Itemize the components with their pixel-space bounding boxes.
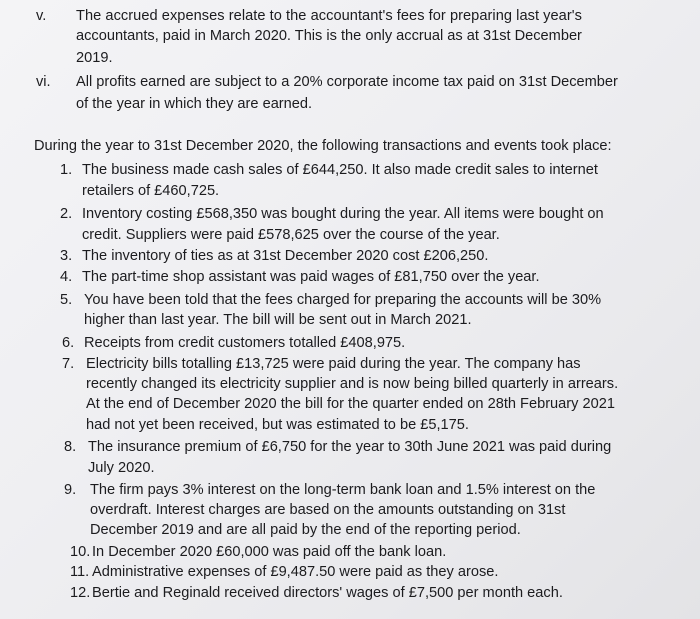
item-8-line-2: July 2020.: [88, 460, 155, 476]
item-9-line-2: overdraft. Interest charges are based on the amounts outstanding on 31st: [90, 502, 566, 518]
item-11-line-1: Administrative expenses of £9,487.50 were paid as they arose.: [92, 564, 499, 580]
item-9-line-3: December 2019 and are all paid by the end of the reporting period.: [90, 522, 521, 538]
item-number: 8.: [64, 439, 77, 455]
note-v-line-1: The accrued expenses relate to the accountant's fees for preparing last year's: [76, 8, 582, 24]
item-number: 10.: [70, 544, 91, 560]
item-10-line-1: In December 2020 £60,000 was paid off the bank loan.: [92, 544, 447, 560]
item-number: 4.: [60, 269, 73, 285]
item-7-line-1: Electricity bills totalling £13,725 were paid during the year. The company has: [86, 356, 581, 372]
item-number: 11.: [70, 564, 90, 580]
item-2-line-1: Inventory costing £568,350 was bought during the year. All items were bought on: [82, 206, 604, 222]
item-number: 2.: [60, 206, 73, 222]
item-7-line-3: At the end of December 2020 the bill for the quarter ended on 28th February 2021: [86, 396, 615, 412]
item-number: 6.: [62, 335, 75, 351]
item-3-line-1: The inventory of ties as at 31st December 2020 cost £206,250.: [82, 248, 489, 264]
item-9-line-1: The firm pays 3% interest on the long-term bank loan and 1.5% interest on the: [90, 482, 596, 498]
note-v-line-3: 2019.: [76, 50, 113, 66]
item-8-line-1: The insurance premium of £6,750 for the year to 30th June 2021 was paid during: [88, 439, 612, 455]
item-number: 3.: [60, 248, 73, 264]
item-2-line-2: credit. Suppliers were paid £578,625 over the course of the year.: [82, 227, 500, 243]
note-v-line-2: accountants, paid in March 2020. This is the only accrual as at 31st December: [76, 28, 582, 44]
note-vi-line-1: All profits earned are subject to a 20% corporate income tax paid on 31st December: [76, 74, 618, 90]
note-vi-line-2: of the year in which they are earned.: [76, 96, 313, 112]
item-1-line-1: The business made cash sales of £644,250. It also made credit sales to internet: [82, 162, 598, 178]
item-number: 7.: [62, 356, 75, 372]
intro-text: During the year to 31st December 2020, the following transactions and events took place:: [34, 138, 612, 154]
item-5-line-1: You have been told that the fees charged for preparing the accounts will be 30%: [84, 292, 602, 308]
item-7-line-2: recently changed its electricity supplier and is now being billed quarterly in arrears.: [86, 376, 619, 392]
item-7-line-4: had not yet been received, but was estimated to be £5,175.: [86, 417, 469, 433]
item-number: 12.: [70, 585, 91, 601]
note-marker-v: v.: [36, 8, 47, 24]
item-number: 5.: [60, 292, 73, 308]
item-6-line-1: Receipts from credit customers totalled £408,975.: [84, 335, 406, 351]
item-number: 1.: [60, 162, 73, 178]
item-4-line-1: The part-time shop assistant was paid wages of £81,750 over the year.: [82, 269, 540, 285]
item-5-line-2: higher than last year. The bill will be sent out in March 2021.: [84, 312, 472, 328]
item-12-line-1: Bertie and Reginald received directors' wages of £7,500 per month each.: [92, 585, 563, 601]
note-marker-vi: vi.: [36, 74, 51, 90]
item-1-line-2: retailers of £460,725.: [82, 183, 220, 199]
item-number: 9.: [64, 482, 77, 498]
